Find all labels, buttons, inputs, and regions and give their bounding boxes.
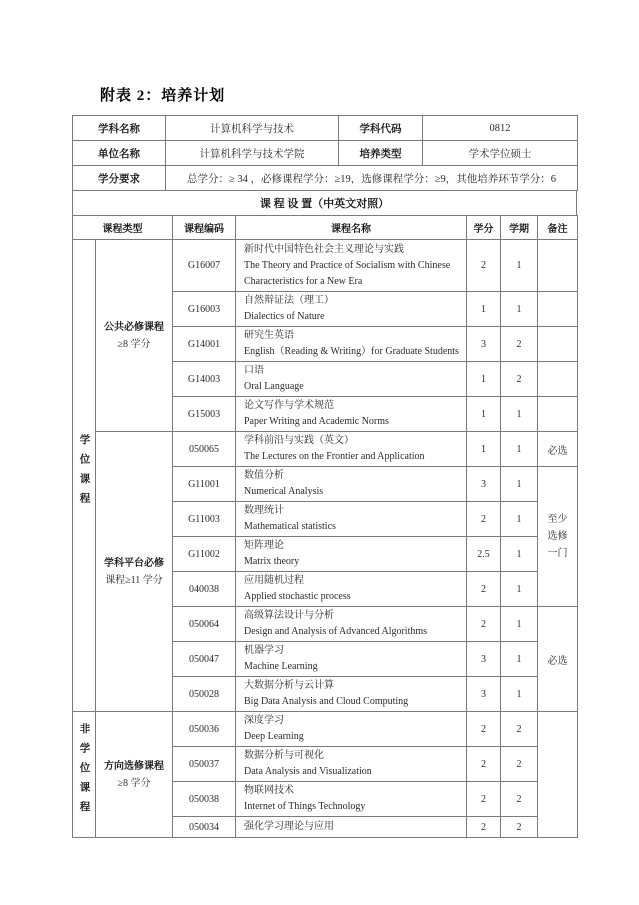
credit-cell: 1 xyxy=(467,362,501,397)
course-name-en: Internet of Things Technology xyxy=(244,801,366,812)
course-name xyxy=(236,782,467,817)
course-code: 050036 xyxy=(173,712,236,747)
course-name-en: Mathematical statistics xyxy=(244,521,336,532)
course-name-zh: 机器学习 xyxy=(244,645,284,656)
category-nondegree-label: 非学位课程 xyxy=(78,723,90,821)
course-name xyxy=(236,572,467,607)
course-name-zh: 应用随机过程 xyxy=(244,575,304,586)
course-code: 050037 xyxy=(173,747,236,782)
credit-cell: 2 xyxy=(467,572,501,607)
course-name-en: Design and Analysis of Advanced Algorithms xyxy=(244,626,428,637)
credit-cell: 2 xyxy=(467,712,501,747)
course-name-en: The Lectures on the Frontier and Application xyxy=(244,451,425,462)
course-name-zh: 强化学习理论与应用 xyxy=(244,821,334,832)
info-row xyxy=(73,116,578,141)
note-choose-one-cell xyxy=(538,467,578,607)
credit-cell: 3 xyxy=(467,677,501,712)
course-code: 040038 xyxy=(173,572,236,607)
note-cell xyxy=(538,327,578,362)
course-name-zh: 自然辩证法（理工） xyxy=(244,295,334,306)
page-title: 附表 2：培养计划 xyxy=(100,88,226,104)
course-table xyxy=(72,215,578,838)
course-name-en: Applied stochastic process xyxy=(244,591,351,602)
header-course-name: 课程名称 xyxy=(236,216,467,240)
semester-cell: 1 xyxy=(501,467,538,502)
course-code: G11001 xyxy=(173,467,236,502)
course-row xyxy=(73,712,578,747)
credit-cell: 1 xyxy=(467,432,501,467)
credit-requirement-value: 总学分：≥ 34 ，必修课程学分：≥19，选修课程学分：≥9，其他培养环节学分：6 xyxy=(166,166,578,191)
course-name-en: Numerical Analysis xyxy=(244,486,324,497)
info-row xyxy=(73,141,578,166)
credit-cell: 1 xyxy=(467,397,501,432)
category-degree-label: 学位课程 xyxy=(78,434,90,512)
group-name: 公共必修课程 xyxy=(104,321,164,333)
course-name-zh: 新时代中国特色社会主义理论与实践 xyxy=(244,243,404,255)
group-name: 方向选修课程 xyxy=(104,760,164,772)
discipline-name-value: 计算机科学与技术 xyxy=(166,116,339,141)
group-credits: ≥8 学分 xyxy=(117,777,151,789)
credit-cell: 2.5 xyxy=(467,537,501,572)
training-type-label: 培养类型 xyxy=(339,141,423,166)
section-title-bar xyxy=(72,190,577,216)
section-title xyxy=(73,191,577,216)
semester-cell: 1 xyxy=(501,572,538,607)
note-cell xyxy=(538,362,578,397)
discipline-name-label: 学科名称 xyxy=(73,116,166,141)
course-name-en: Big Data Analysis and Cloud Computing xyxy=(244,696,409,707)
course-name-en: Data Analysis and Visualization xyxy=(244,766,372,777)
header-semester: 学期 xyxy=(501,216,538,240)
credit-cell: 2 xyxy=(467,782,501,817)
info-table xyxy=(72,115,578,191)
course-name-zh: 数值分析 xyxy=(244,470,284,481)
note-required-cell: 必选 xyxy=(538,607,578,712)
course-code: G14003 xyxy=(173,362,236,397)
category-degree-cell xyxy=(73,240,96,712)
course-row xyxy=(73,240,578,292)
course-code: G11002 xyxy=(173,537,236,572)
unit-name-label: 单位名称 xyxy=(73,141,166,166)
course-name xyxy=(236,327,467,362)
course-name-zh: 学科前沿与实践（英文） xyxy=(244,435,354,446)
course-name-zh: 大数据分析与云计算 xyxy=(244,680,334,691)
semester-cell: 2 xyxy=(501,712,538,747)
header-course-code: 课程编码 xyxy=(173,216,236,240)
course-code: G16007 xyxy=(173,240,236,292)
course-name-zh: 论文写作与学术规范 xyxy=(244,400,334,411)
course-code: 050065 xyxy=(173,432,236,467)
course-name xyxy=(236,607,467,642)
course-code: G11003 xyxy=(173,502,236,537)
credit-cell: 2 xyxy=(467,817,501,838)
training-type-value: 学术学位硕士 xyxy=(423,141,578,166)
credit-requirement-label: 学分要求 xyxy=(73,166,166,191)
course-table-header xyxy=(73,216,578,240)
course-code: G14001 xyxy=(173,327,236,362)
course-name xyxy=(236,817,467,838)
discipline-code-value: 0812 xyxy=(423,116,578,141)
semester-cell: 2 xyxy=(501,747,538,782)
course-name-en: Oral Language xyxy=(244,381,304,392)
course-name xyxy=(236,712,467,747)
note-cell xyxy=(538,712,578,838)
course-name-en: Matrix theory xyxy=(244,556,300,567)
course-name xyxy=(236,432,467,467)
credit-cell: 3 xyxy=(467,327,501,362)
course-code: 050064 xyxy=(173,607,236,642)
course-name-zh: 深度学习 xyxy=(244,715,284,726)
course-code: 050047 xyxy=(173,642,236,677)
course-code: G15003 xyxy=(173,397,236,432)
semester-cell: 1 xyxy=(501,432,538,467)
category-nondegree-cell xyxy=(73,712,96,838)
semester-cell: 1 xyxy=(501,607,538,642)
info-row xyxy=(73,166,578,191)
course-name-en: Dialectics of Nature xyxy=(244,311,325,322)
course-name-en: Machine Learning xyxy=(244,661,318,672)
credit-cell: 2 xyxy=(467,747,501,782)
group-elective-cell xyxy=(96,712,173,838)
unit-name-value: 计算机科学与技术学院 xyxy=(166,141,339,166)
course-row xyxy=(73,432,578,467)
group-credits: ≥8 学分 xyxy=(117,338,151,350)
group-public-required-cell xyxy=(96,240,173,432)
course-name xyxy=(236,292,467,327)
semester-cell: 1 xyxy=(501,642,538,677)
course-name xyxy=(236,537,467,572)
course-name xyxy=(236,240,467,292)
course-name xyxy=(236,502,467,537)
discipline-code-label: 学科代码 xyxy=(339,116,423,141)
semester-cell: 1 xyxy=(501,292,538,327)
credit-cell: 1 xyxy=(467,292,501,327)
note-choose-one-text: 至少选修一门 xyxy=(547,514,568,559)
course-name xyxy=(236,677,467,712)
credit-cell: 3 xyxy=(467,642,501,677)
note-cell xyxy=(538,397,578,432)
course-name xyxy=(236,747,467,782)
course-name-zh: 口语 xyxy=(244,365,264,376)
header-course-type: 课程类型 xyxy=(73,216,173,240)
group-credits: 课程≥11 学分 xyxy=(105,574,163,586)
group-name: 学科平台必修 xyxy=(104,557,164,569)
course-name-en: The Theory and Practice of Socialism with Chinese Characteristics for a New Era xyxy=(244,259,451,287)
course-name-zh: 矩阵理论 xyxy=(244,540,284,551)
header-note: 备注 xyxy=(538,216,578,240)
note-cell xyxy=(538,240,578,292)
course-code: 050034 xyxy=(173,817,236,838)
course-name-zh: 物联网技术 xyxy=(244,785,294,796)
course-name-en: Paper Writing and Academic Norms xyxy=(244,416,389,427)
semester-cell: 1 xyxy=(501,397,538,432)
semester-cell: 1 xyxy=(501,677,538,712)
credit-cell: 2 xyxy=(467,502,501,537)
course-name-en: English（Reading & Writing）for Graduate Students xyxy=(244,346,459,357)
semester-cell: 2 xyxy=(501,327,538,362)
credit-cell: 2 xyxy=(467,240,501,292)
course-name-zh: 数理统计 xyxy=(244,505,284,516)
credit-cell: 2 xyxy=(467,607,501,642)
section-title-text: 课 程 设 置 xyxy=(259,198,313,210)
semester-cell: 2 xyxy=(501,362,538,397)
note-cell xyxy=(538,292,578,327)
course-name-zh: 研究生英语 xyxy=(244,330,294,341)
semester-cell: 2 xyxy=(501,817,538,838)
course-name xyxy=(236,642,467,677)
course-name-zh: 数据分析与可视化 xyxy=(244,750,324,761)
course-name xyxy=(236,362,467,397)
group-platform-required-cell xyxy=(96,432,173,712)
semester-cell: 1 xyxy=(501,502,538,537)
credit-cell: 3 xyxy=(467,467,501,502)
course-name-en: Deep Learning xyxy=(244,731,304,742)
semester-cell: 2 xyxy=(501,782,538,817)
semester-cell: 1 xyxy=(501,240,538,292)
course-code: G16003 xyxy=(173,292,236,327)
note-required-cell: 必选 xyxy=(538,432,578,467)
course-code: 050028 xyxy=(173,677,236,712)
course-name-zh: 高级算法设计与分析 xyxy=(244,610,334,621)
course-name xyxy=(236,397,467,432)
semester-cell: 1 xyxy=(501,537,538,572)
section-subtitle-text: （中英文对照） xyxy=(312,198,390,210)
course-name xyxy=(236,467,467,502)
header-credit: 学分 xyxy=(467,216,501,240)
course-code: 050038 xyxy=(173,782,236,817)
